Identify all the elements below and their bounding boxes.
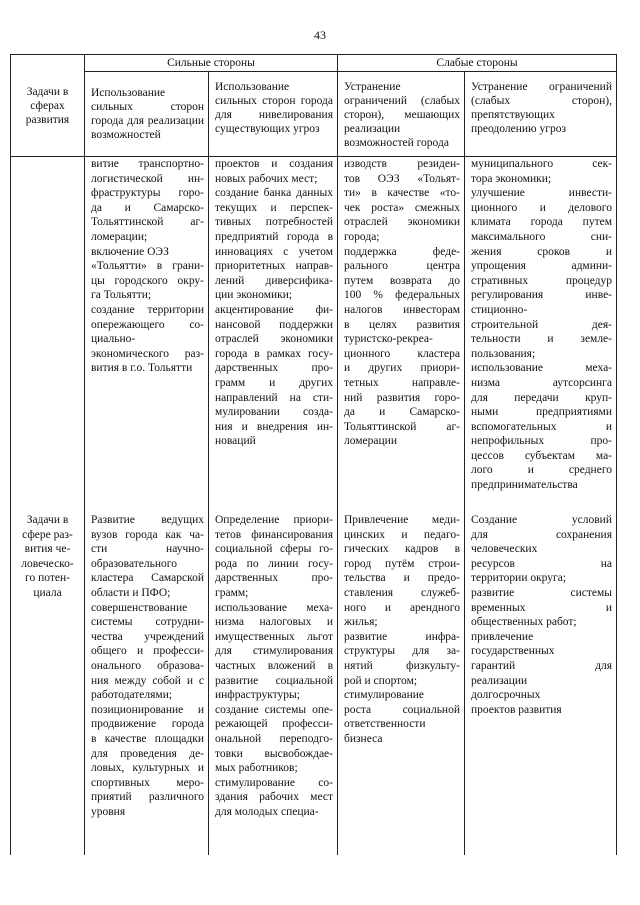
cell-line: направлений на сти- (215, 391, 333, 404)
cell-line: образовательного (91, 557, 177, 570)
cell-line: новаций (215, 435, 256, 448)
cell-line: регулирования инве- (471, 289, 612, 302)
cell-line: город путём строи- (344, 557, 460, 570)
cell-line: 100 % федеральных (344, 289, 460, 302)
cell-line: цинских и педаго- (344, 528, 460, 541)
cell-line: ционного и делового (471, 201, 612, 214)
cell-line: приятий различного (91, 791, 204, 804)
header-tasks: Задачи в сферах развития (11, 55, 85, 157)
cell-line: тивных потребностей (215, 216, 333, 229)
cell-line: работодателями; (91, 689, 173, 702)
cell-line: чества учреждений (91, 630, 204, 643)
cell-line: режающей професси- (215, 718, 333, 731)
cell-line: ния и внедрения ин- (215, 420, 333, 433)
cell-line: «Тольятти» в грани- (91, 260, 204, 273)
cell-line: общественных работ; (471, 616, 577, 629)
cell-line: новых рабочих мест; (215, 172, 318, 185)
cell-line: позиционирование и (91, 703, 204, 716)
cell-line: структуры для за- (344, 645, 460, 658)
cell-line: развитие социальной (215, 674, 333, 687)
cell-line: ти» в качестве «то- (344, 187, 460, 200)
cell-line: лого и среднего (471, 464, 612, 477)
cell-line: в целях развития (344, 318, 460, 331)
cell-line: га Тольятти; (91, 289, 152, 302)
cell-line: фраструктуры горо- (91, 187, 204, 200)
cell-line: создание банка данных (215, 187, 333, 200)
cell-line: отраслей экономики (344, 216, 460, 229)
cell-line: витие транспортно- (91, 158, 204, 170)
cell-line: ональной переподго- (215, 732, 333, 745)
swot-table (10, 54, 617, 855)
cell-line: путем возврата до (344, 274, 460, 287)
cell-line: государственных (471, 645, 555, 658)
cell-line: грамм; (215, 586, 249, 599)
cell-line: вспомогательных и (471, 420, 612, 433)
cell-line: ловых, культурных и (91, 762, 204, 775)
cell-line: улучшение инвести- (471, 187, 612, 200)
header-strong: Сильные стороны (85, 55, 338, 72)
cell-line: здания рабочих мест (215, 791, 333, 804)
cell-line: тельности и земле- (471, 333, 612, 346)
cell-line: уровня (91, 805, 126, 818)
cell-line: инфраструктуры; (215, 689, 300, 702)
cell-line: экономического раз- (91, 347, 204, 360)
cell-line: нятий физкульту- (344, 659, 460, 672)
cell-line: пользования; (471, 347, 536, 360)
cell-line: ционного кластера (344, 347, 460, 360)
cell-strong-opportunities (85, 157, 209, 508)
cell-line: Создание условий (471, 514, 612, 526)
cell-line: ний развития горо- (344, 391, 460, 404)
cell-weak-threats (465, 157, 617, 508)
cell-line: ного и арендного (344, 601, 460, 614)
cell-line: сти научно- (91, 543, 204, 556)
cell-line: Развитие ведущих (91, 514, 204, 526)
page-number: 43 (314, 28, 326, 42)
cell-strong-threats (209, 157, 338, 508)
cell-line: нансовой поддержки (215, 318, 333, 331)
cell-line: в качестве площадки (91, 732, 204, 745)
cell-line: приоритетных направ- (215, 260, 333, 273)
cell-line: отраслей экономики (215, 333, 333, 346)
cell-line: логистической ин- (91, 172, 204, 185)
cell-line: стимулирование со- (215, 776, 333, 789)
cell-line: тельства и предо- (344, 572, 460, 585)
cell-line: для молодых специа- (215, 805, 319, 818)
cell-line: рой и спортом; (344, 674, 418, 687)
cell-line: да и Самарско- (91, 201, 204, 214)
cell-line: рода по линии госу- (215, 557, 333, 570)
cell-line: ломерации (344, 435, 397, 448)
cell-line: для проведения де- (91, 747, 204, 760)
cell-line: поддержка феде- (344, 245, 460, 258)
task-cell (11, 507, 85, 855)
cell-line: ловеческо- (21, 557, 74, 570)
cell-line: предпринимательства (471, 479, 578, 492)
cell-line: создание системы опе- (215, 703, 333, 716)
cell-line: территории округа; (471, 572, 567, 585)
cell-line: стративных процедур (471, 274, 612, 287)
cell-line: продвижение города (91, 718, 204, 731)
cell-line: системы сотрудни- (91, 616, 204, 629)
cell-line: сфере раз- (22, 528, 73, 541)
cell-line: города в рамках госу- (215, 347, 333, 360)
cell-line: ломерации; (91, 230, 148, 243)
cell-line: цы городского окру- (91, 274, 204, 287)
cell-line: жилья; (344, 616, 378, 629)
cell-line: вузов города как ча- (91, 528, 204, 541)
cell-line: рального центра (344, 260, 460, 273)
cell-line: и других приори- (344, 362, 460, 375)
cell-line: изводств резиден- (344, 158, 460, 170)
cell-line: развитие системы (471, 586, 612, 599)
cell-line: упрощения админи- (471, 260, 612, 273)
cell-line: ставления служеб- (344, 586, 460, 599)
cell-line: мых работников; (215, 762, 298, 775)
cell-line: тетов финансирования (215, 528, 333, 541)
cell-line: онального образова- (91, 659, 204, 672)
cell-weak-opportunities (338, 157, 465, 508)
cell-line: предприятий города в (215, 230, 333, 243)
header-weak: Слабые стороны (338, 55, 617, 72)
cell-line: низма налоговых и (215, 616, 333, 629)
cell-line: создание территории (91, 303, 204, 316)
cell-line: реализации (471, 674, 528, 687)
cell-line: использование меха- (215, 601, 333, 614)
cell-line: Тольяттинской аг- (344, 420, 460, 433)
cell-line: проектов и создания (215, 158, 333, 170)
cell-line: налогов инвесторам (344, 303, 460, 316)
cell-line: использование меха- (471, 362, 612, 375)
table-row (11, 507, 617, 855)
cell-line: частных вложений в (215, 659, 333, 672)
cell-line: тетных направле- (344, 376, 460, 389)
cell-line: туристско-рекреа- (344, 333, 433, 346)
cell-line: го потен- (25, 572, 70, 585)
cell-weak-opportunities (338, 507, 465, 855)
cell-line: человеческих (471, 543, 538, 556)
cell-line: текущих и перспек- (215, 201, 333, 214)
cell-line: дарственных про- (215, 362, 333, 375)
cell-line: жения сроков и (471, 245, 612, 258)
cell-line: ния между собой и с (91, 674, 204, 687)
header-weak-threats: Устранение ограничений (слабых сторон), препятствующих преодолению угроз (465, 72, 617, 157)
cell-line: области и ПФО; (91, 586, 171, 599)
table-row (11, 157, 617, 508)
header-strong-opportunities: Использование сильных сторон города для реализации возможностей (85, 72, 209, 157)
cell-line: для сохранения (471, 528, 612, 541)
cell-line: да и Самарско- (344, 406, 460, 419)
cell-line: социальной сферы го- (215, 543, 333, 556)
cell-line: ответственности (344, 718, 426, 731)
cell-line: опережающего со- (91, 318, 204, 331)
header-group-row (11, 55, 617, 72)
cell-strong-threats (209, 507, 338, 855)
cell-line: стимулирование (344, 689, 424, 702)
cell-line: инновациях с учетом (215, 245, 333, 258)
cell-line: тов ОЭЗ «Тольят- (344, 172, 460, 185)
cell-line: долгосрочных (471, 689, 541, 702)
cell-line: строительной дея- (471, 318, 612, 331)
cell-line: ными предприятиями (471, 406, 612, 419)
cell-line: гарантий для (471, 659, 612, 672)
cell-line: общего и професси- (91, 645, 204, 658)
cell-line: цессов субъектам ма- (471, 449, 612, 462)
cell-line: циально- (91, 333, 136, 346)
header-sub-row (11, 72, 617, 157)
cell-line: роста социальной (344, 703, 460, 716)
cell-line: тора экономики; (471, 172, 552, 185)
cell-line: стиционно- (471, 303, 528, 316)
cell-line: товки высвобождае- (215, 747, 333, 760)
cell-line: имущественных льгот (215, 630, 333, 643)
cell-line: вития че- (24, 543, 71, 556)
cell-line: максимального сни- (471, 230, 612, 243)
cell-line: временных и (471, 601, 612, 614)
cell-line: ции экономики; (215, 289, 293, 302)
cell-line: чек роста» смежных (344, 201, 460, 214)
cell-line: привлечение (471, 630, 534, 643)
cell-line: для передачи круп- (471, 391, 612, 404)
cell-line: развитие инфра- (344, 630, 460, 643)
cell-weak-threats (465, 507, 617, 855)
cell-line: кластера Самарской (91, 572, 204, 585)
cell-line: климата города путем (471, 216, 612, 229)
cell-line: циала (33, 586, 62, 599)
cell-line: лений диверсифика- (215, 274, 333, 287)
cell-line: вития в г.о. Тольятти (91, 362, 193, 375)
cell-line: акцентирование фи- (215, 303, 333, 316)
task-cell (11, 157, 85, 508)
cell-line: города; (344, 230, 380, 243)
cell-line: Определение приори- (215, 514, 333, 526)
cell-line: включение ОЭЗ (91, 245, 169, 258)
cell-line: мулировании созда- (215, 406, 333, 419)
cell-line: Задачи в (26, 514, 69, 526)
cell-line: Привлечение меди- (344, 514, 460, 526)
cell-strong-opportunities (85, 507, 209, 855)
cell-line: грамм и других (215, 376, 333, 389)
cell-line: спортивных меро- (91, 776, 204, 789)
cell-line: для стимулирования (215, 645, 333, 658)
cell-line: совершенствование (91, 601, 188, 614)
cell-line: непрофильных про- (471, 435, 612, 448)
cell-line: бизнеса (344, 732, 383, 745)
cell-line: муниципального сек- (471, 158, 612, 170)
header-strong-threats: Использование сильных сторон города для нивелирования существующих угроз (209, 72, 338, 157)
cell-line: гических кадров в (344, 543, 460, 556)
cell-line: проектов развития (471, 703, 562, 716)
cell-line: ресурсов на (471, 557, 612, 570)
cell-line: дарственных про- (215, 572, 333, 585)
cell-line: низма аутсорсинга (471, 376, 612, 389)
header-weak-opportunities: Устранение ограничений (слабых сторон), мешающих реализации возможностей города (338, 72, 465, 157)
cell-line: Тольяттинской аг- (91, 216, 204, 229)
